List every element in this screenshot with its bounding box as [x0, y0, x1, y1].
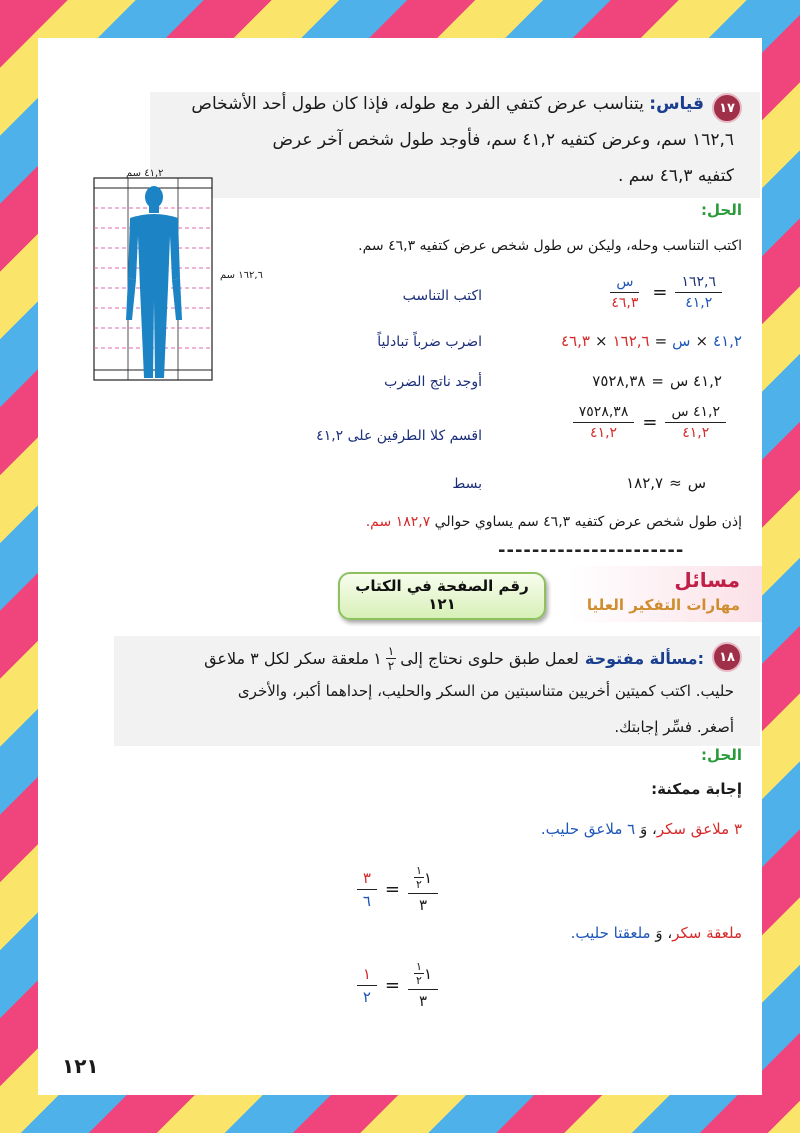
section-subtitle: مهارات التفكير العليا: [586, 596, 740, 614]
step1-ld: ٤١,٢: [685, 295, 713, 311]
step4-ln: ٤١,٢ س: [665, 404, 726, 423]
q17-line3: كتفيه ٤٦,٣ سم .: [617, 166, 734, 186]
eq2-mixed: [408, 960, 438, 990]
times-sign: ×: [595, 332, 608, 350]
step4-right-frac: [573, 404, 635, 441]
conclusion-value: ١٨٢,٧ سم.: [365, 514, 431, 530]
eq1-den: ٣: [418, 896, 428, 914]
q18-number-badge: [712, 642, 742, 672]
q18-line1: [204, 644, 704, 673]
page-number: ١٢١: [62, 1054, 99, 1078]
eq1-n: ١: [416, 864, 422, 877]
step5-lhs: س: [687, 474, 706, 492]
eq2-rn: ١: [357, 965, 377, 986]
eq1-mixed-frac: [414, 864, 424, 891]
eq2-whole: ١: [423, 964, 432, 983]
equals-sign: =: [654, 332, 668, 350]
q18-label: مسألة مفتوحة:: [584, 649, 704, 668]
step3-desc: أوجد ناتج الضرب: [384, 374, 482, 390]
step2-a: ٤١,٢: [713, 332, 742, 350]
eq1-left-frac: [408, 864, 438, 914]
q17-line2: ١٦٢,٦ سم، وعرض كتفيه ٤١,٢ سم، فأوجد طول شخص آخر عرض: [272, 130, 734, 150]
step5-rhs: ١٨٢,٧: [626, 474, 664, 492]
eq1-d: ٢: [416, 878, 422, 891]
q17-label: قياس:: [649, 94, 704, 114]
q18-text1b: ملعقة سكر لكل ٣ ملاعق: [204, 649, 370, 668]
section-title: مسائل: [674, 568, 740, 592]
step4-equation: [573, 404, 726, 441]
equals-sign: =: [651, 372, 664, 390]
q18-text1a: لعمل طبق حلوى نحتاج إلى: [400, 649, 579, 668]
body-figure: [92, 170, 216, 384]
equals-sign: =: [652, 282, 668, 303]
q18-mixed-d: ٢: [387, 659, 395, 673]
step2-b: س: [672, 332, 691, 350]
solution17-intro: اكتب التناسب وحله، وليكن س طول شخص عرض كتفيه ٤٦,٣ سم.: [358, 238, 742, 254]
answer2-line: [571, 924, 742, 942]
step3-equation: [592, 372, 722, 390]
step4-ld: ٤١,٢: [682, 425, 710, 441]
step4-desc: اقسم كلا الطرفين على ٤١,٢: [316, 428, 482, 444]
answer2-equation: [357, 960, 438, 1010]
q17-text1: يتناسب عرض كتفي الفرد مع طوله، فإذا كان طول أحد الأشخاص: [191, 94, 644, 114]
page: [38, 38, 762, 1095]
step1-rd: ٤٦,٣: [611, 295, 639, 311]
eq2-den: ٣: [418, 992, 428, 1010]
possible-answer-label: إجابة ممكنة:: [651, 780, 742, 798]
solution17-conclusion: [102, 514, 742, 530]
step4-left-frac: [665, 404, 726, 441]
equals-sign: =: [384, 974, 401, 996]
q17-number-badge: [712, 93, 742, 123]
step5-desc: بسط: [452, 476, 482, 492]
eq2-left-frac: [408, 960, 438, 1010]
answer1-equation: [357, 864, 438, 914]
q17-line1: [84, 94, 704, 114]
step2-equation: [561, 332, 742, 350]
step5-equation: [626, 474, 706, 492]
answer1-milk: ٦ ملاعق حليب.: [540, 820, 636, 838]
step1-left-frac: [675, 274, 722, 311]
eq1-rd: ٦: [362, 891, 371, 910]
book-page-box: [338, 572, 546, 620]
eq1-mixed: [408, 864, 438, 894]
eq2-mixed-frac: [414, 960, 424, 987]
answer1-line: [541, 820, 742, 838]
q18-mixed-frac: [386, 644, 396, 673]
step1-rn: س: [610, 274, 639, 293]
step1-right-frac: [605, 274, 644, 311]
step1-ln: ١٦٢,٦: [675, 274, 722, 293]
equals-sign: =: [642, 412, 658, 433]
solution18-label: الحل:: [701, 746, 742, 764]
book-page-label: رقم الصفحة في الكتاب: [355, 577, 529, 595]
answer2-sugar: ملعقة سكر: [672, 924, 742, 942]
eq1-whole: ١: [423, 868, 432, 887]
separator-line: ----------------------: [498, 540, 685, 561]
figure-width-label: ٤١,٢ سم: [126, 168, 164, 179]
q18-line2: حليب. اكتب كميتين أخريين متناسبتين من السكر والحليب، إحداهما أكبر، والأخرى: [237, 682, 734, 700]
step1-equation: [605, 274, 722, 311]
eq1-rn: ٣: [357, 869, 377, 890]
eq2-n: ١: [416, 960, 422, 973]
equals-sign: =: [384, 878, 401, 900]
figure-height-label: ١٦٢,٦ سم: [220, 270, 263, 281]
step3-lhs: ٤١,٢ س: [669, 372, 722, 390]
eq1-right-frac: [357, 869, 377, 910]
step4-rd: ٤١,٢: [590, 425, 618, 441]
eq2-right-frac: [357, 965, 377, 1006]
step2-c: ١٦٢,٦: [612, 332, 650, 350]
q18-number: ١٨: [719, 649, 735, 665]
conclusion-text: إذن طول شخص عرض كتفيه ٤٦,٣ سم يساوي حوالي: [434, 514, 742, 530]
step2-desc: اضرب ضرباً تبادلياً: [377, 334, 482, 350]
solution17-label: الحل:: [701, 201, 742, 219]
answer1-sugar: ٣ ملاعق سكر: [656, 820, 742, 838]
eq2-d: ٢: [416, 974, 422, 987]
eq2-rd: ٢: [362, 987, 371, 1006]
book-page-value: ١٢١: [428, 595, 456, 613]
q18-mixed-whole: ١: [373, 649, 382, 668]
q17-number: ١٧: [719, 100, 735, 116]
answer1-sep: ، وَ: [639, 820, 657, 838]
times-sign: ×: [695, 332, 709, 350]
step1-desc: اكتب التناسب: [402, 288, 482, 304]
q18-mixed-n: ١: [387, 644, 395, 658]
answer2-milk: ملعقتا حليب.: [570, 924, 651, 942]
step2-d: ٤٦,٣: [561, 332, 590, 350]
approx-sign: ≈: [669, 474, 682, 492]
q18-line3: أصغر. فسِّر إجابتك.: [614, 718, 734, 736]
step4-rn: ٧٥٢٨,٣٨: [573, 404, 635, 423]
step3-rhs: ٧٥٢٨,٣٨: [592, 372, 646, 390]
body-figure-svg: [92, 170, 216, 384]
answer2-sep: ، وَ: [655, 924, 673, 942]
